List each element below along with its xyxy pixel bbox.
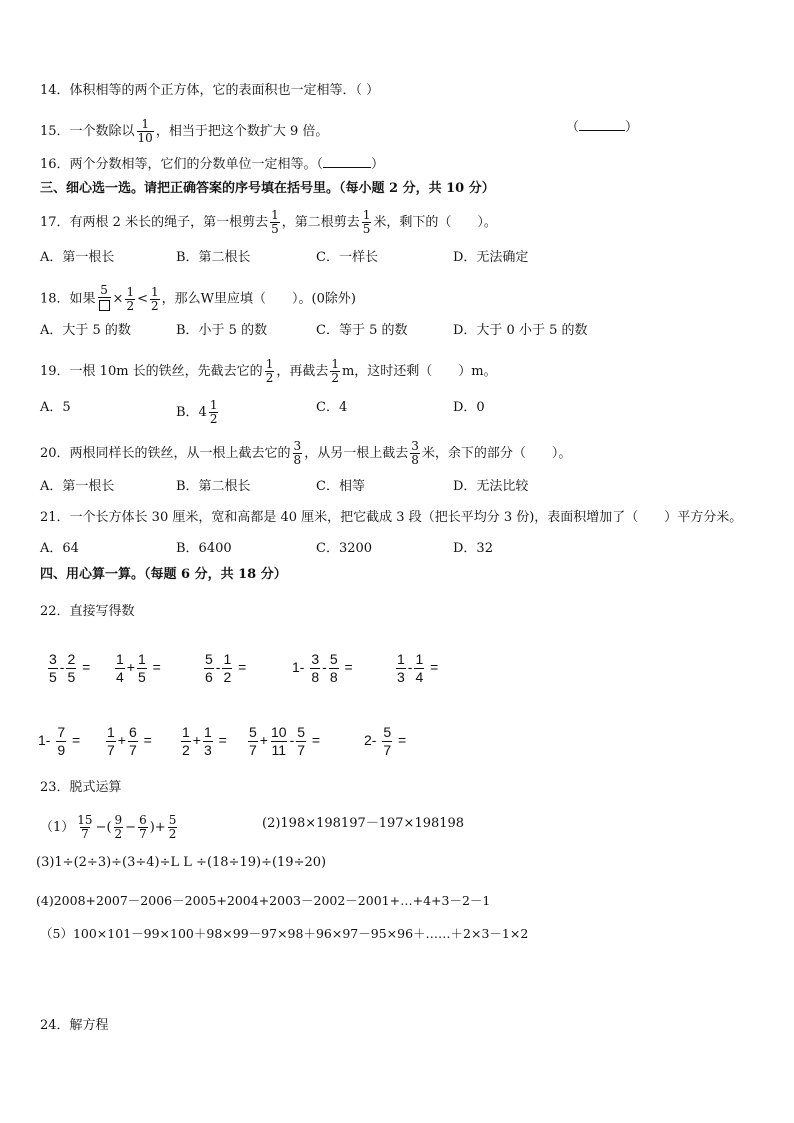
fraction xyxy=(48,651,58,686)
q20-text-a: 20．两根同样长的铁丝，从一根上截去它的 xyxy=(40,446,291,461)
denominator: 7 xyxy=(249,742,257,758)
denominator: 5 xyxy=(137,669,146,685)
fraction xyxy=(296,724,306,759)
numerator: 1 xyxy=(415,651,424,667)
denominator: 5 xyxy=(271,222,279,236)
denominator: 2 xyxy=(182,742,190,758)
fraction xyxy=(410,440,420,467)
numerator: 5 xyxy=(168,813,177,827)
problem-label: （1） xyxy=(40,820,75,835)
calc-item xyxy=(104,724,152,759)
paren-close: ） xyxy=(371,157,385,172)
question-24: 24．解方程 xyxy=(40,1018,109,1033)
box-placeholder xyxy=(99,300,110,311)
calc-item xyxy=(38,724,80,759)
fraction xyxy=(222,651,232,686)
question-23: 23．脱式运算 xyxy=(40,780,122,795)
q19-text-a: 19．一根 10m 长的铁丝，先截去它的 xyxy=(40,364,263,379)
denominator: 7 xyxy=(81,827,89,841)
numerator: 1 xyxy=(107,724,115,740)
numerator: 5 xyxy=(297,724,306,740)
equals-sign: = xyxy=(152,659,161,676)
fraction xyxy=(137,118,154,145)
denominator: 7 xyxy=(383,742,392,758)
fraction xyxy=(56,724,66,759)
times-sign: × xyxy=(112,291,124,307)
q20-text-b: ，从另一根上截去 xyxy=(304,446,409,461)
fraction xyxy=(330,358,340,385)
fraction xyxy=(128,724,138,759)
q16-text: 16．两个分数相等，它们的分数单位一定相等。（ xyxy=(40,157,324,172)
option-a[interactable]: A．64 xyxy=(40,541,79,556)
denominator: 7 xyxy=(128,742,137,758)
numerator: 5 xyxy=(249,724,257,740)
denominator: 8 xyxy=(311,669,320,685)
calc-item xyxy=(46,651,90,686)
denominator: 2 xyxy=(151,298,159,313)
numerator: 6 xyxy=(128,724,137,740)
q18-text-b: ，那么W里应填（ ）。(0除外) xyxy=(161,291,356,307)
q17-text-b: ，第二根剪去 xyxy=(281,215,360,230)
numerator: 1 xyxy=(203,724,212,740)
paren-open: （ xyxy=(566,120,580,135)
denominator: 8 xyxy=(293,453,302,467)
fraction xyxy=(203,724,213,759)
operator: - xyxy=(215,659,221,676)
operator: + xyxy=(192,732,201,749)
q17-text-c: 米，剩下的（ ）。 xyxy=(373,215,497,230)
fraction xyxy=(414,651,424,686)
operator: - xyxy=(289,732,295,749)
operator: + xyxy=(126,659,135,676)
leading-term: 1- xyxy=(292,659,305,676)
denominator: 2 xyxy=(223,669,232,685)
denominator: 7 xyxy=(297,742,306,758)
numerator: 3 xyxy=(49,651,57,667)
q20-text-c: 米，余下的部分（ ）。 xyxy=(421,446,572,461)
fraction xyxy=(168,814,178,841)
numerator: 1 xyxy=(126,284,135,299)
operator: - xyxy=(322,659,327,676)
q18-text-a: 18．如果 xyxy=(40,291,96,307)
denominator: 7 xyxy=(107,742,115,758)
option-b[interactable]: B．第二根长 xyxy=(176,250,251,265)
less-than-sign: < xyxy=(137,291,148,307)
option-b-text: B．4 xyxy=(176,405,207,420)
equals-sign: = xyxy=(311,732,321,749)
denominator: 2 xyxy=(331,371,339,385)
operator: −( xyxy=(95,820,112,835)
denominator: 11 xyxy=(271,742,287,758)
fraction xyxy=(106,724,116,759)
option-c[interactable]: C．一样长 xyxy=(316,250,378,265)
question-18 xyxy=(40,284,356,314)
numerator: 3 xyxy=(293,439,302,453)
numerator: 1 xyxy=(137,651,146,667)
numerator: 5 xyxy=(205,651,213,667)
fraction xyxy=(137,651,147,686)
answer-blank-16[interactable] xyxy=(323,155,371,168)
question-21: 21．一个长方体长 30 厘米，宽和高都是 40 厘米，把它截成 3 段（把长平均分 3 份)，表面积增加了（ ）平方分米。 xyxy=(40,510,743,525)
answer-blank-15[interactable] xyxy=(566,118,638,137)
denominator: 2 xyxy=(114,827,123,841)
denominator: 3 xyxy=(397,669,405,685)
q15-text-pre: 15．一个数除以 xyxy=(40,124,135,139)
option-b[interactable] xyxy=(176,399,220,426)
option-a[interactable]: A．大于 5 的数 xyxy=(40,323,131,338)
option-b[interactable]: B．第二根长 xyxy=(176,479,251,494)
fraction xyxy=(265,358,275,385)
calc-item xyxy=(364,724,406,759)
option-b[interactable]: B．小于 5 的数 xyxy=(176,323,268,338)
fraction xyxy=(114,814,124,841)
denominator: 2 xyxy=(126,298,135,313)
operator: - xyxy=(407,659,413,676)
numerator: 9 xyxy=(114,813,123,827)
equals-sign: = xyxy=(398,732,407,749)
numerator: 1 xyxy=(397,651,405,667)
question-14: 14．体积相等的两个正方体，它的表面积也一定相等．（ ） xyxy=(40,83,380,98)
denominator-box xyxy=(98,297,111,314)
numerator: 1 xyxy=(265,357,274,371)
operator: + xyxy=(259,732,268,749)
problem-4: (4)2008+2007－2006－2005+2004+2003－2002－2001+…+4+3－2－1 xyxy=(36,893,491,908)
operator: − xyxy=(125,820,137,835)
calc-item xyxy=(202,651,246,686)
option-a[interactable]: A．第一根长 xyxy=(40,479,115,494)
fraction xyxy=(362,209,372,236)
numerator: 1 xyxy=(116,651,124,667)
fraction xyxy=(115,651,125,686)
problem-2: (2)198×198197－197×198198 xyxy=(262,816,465,831)
denominator: 2 xyxy=(168,827,177,841)
denominator: 10 xyxy=(137,131,153,145)
paren-close: ） xyxy=(625,120,639,135)
operator: )+ xyxy=(149,820,166,835)
section-3-heading: 三、细心选一选。请把正确答案的序号填在括号里。（每小题 2 分，共 10 分） xyxy=(40,181,495,196)
denominator: 4 xyxy=(116,669,124,685)
question-15 xyxy=(40,118,328,145)
fraction xyxy=(329,651,339,686)
fraction xyxy=(270,209,280,236)
numerator: 1 xyxy=(209,398,218,412)
option-d[interactable]: D．大于 0 小于 5 的数 xyxy=(453,323,588,338)
q19-text-c: m，这时还剩（ ）m。 xyxy=(341,364,497,379)
fraction xyxy=(382,724,392,759)
denominator: 6 xyxy=(205,669,213,685)
fraction xyxy=(138,814,148,841)
option-d[interactable]: D．32 xyxy=(453,541,493,556)
fraction xyxy=(248,724,258,759)
option-d[interactable]: D．无法比较 xyxy=(453,479,529,494)
equals-sign: = xyxy=(82,659,91,676)
question-19 xyxy=(40,358,497,385)
problem-3: (3)1÷(2÷3)÷(3÷4)÷L L ÷(18÷19)÷(19÷20) xyxy=(36,855,327,870)
question-20 xyxy=(40,440,571,467)
question-17 xyxy=(40,209,497,236)
numerator: 2 xyxy=(67,651,76,667)
numerator: 6 xyxy=(139,813,147,827)
fraction xyxy=(310,651,320,686)
calc-item xyxy=(394,651,438,686)
equals-sign: = xyxy=(218,732,227,749)
numerator: 5 xyxy=(329,651,338,667)
fraction xyxy=(209,399,219,426)
fraction xyxy=(125,286,135,313)
calc-item xyxy=(292,651,353,686)
calc-item xyxy=(179,724,227,759)
question-22: 22．直接写得数 xyxy=(40,604,135,619)
blank-line xyxy=(579,118,625,131)
operator: - xyxy=(59,659,65,676)
numerator: 1 xyxy=(331,357,339,371)
fraction xyxy=(396,651,406,686)
numerator: 1 xyxy=(182,724,190,740)
fraction xyxy=(293,440,303,467)
fraction xyxy=(98,284,111,314)
denominator: 8 xyxy=(411,453,419,467)
denominator: 3 xyxy=(203,742,212,758)
denominator: 5 xyxy=(362,222,371,236)
operator: + xyxy=(117,732,126,749)
numerator: 1 xyxy=(151,284,159,299)
denominator: 4 xyxy=(415,669,424,685)
numerator: 1 xyxy=(141,117,149,131)
option-c[interactable]: C．等于 5 的数 xyxy=(316,323,408,338)
denominator: 2 xyxy=(265,371,274,385)
equals-sign: = xyxy=(72,732,81,749)
equals-sign: = xyxy=(344,659,353,676)
numerator: 10 xyxy=(270,724,287,740)
denominator: 5 xyxy=(49,669,57,685)
q17-text-a: 17．有两根 2 米长的绳子，第一根剪去 xyxy=(40,215,269,230)
q19-text-b: ，再截去 xyxy=(276,364,329,379)
denominator: 5 xyxy=(67,669,76,685)
equals-sign: = xyxy=(143,732,152,749)
leading-term: 1- xyxy=(38,732,51,749)
problem-1 xyxy=(40,814,179,841)
numerator: 1 xyxy=(271,208,279,222)
section-4-heading: 四、用心算一算。（每题 6 分，共 18 分） xyxy=(40,567,287,582)
fraction xyxy=(270,724,288,759)
numerator: 1 xyxy=(223,651,232,667)
fraction xyxy=(204,651,214,686)
option-d[interactable]: D．0 xyxy=(453,400,485,415)
numerator: 3 xyxy=(411,439,419,453)
leading-term: 2- xyxy=(364,732,377,749)
question-16 xyxy=(40,155,384,174)
option-a[interactable]: A．5 xyxy=(40,400,71,415)
fraction xyxy=(181,724,191,759)
fraction xyxy=(66,651,76,686)
fraction xyxy=(76,814,93,841)
numerator: 7 xyxy=(57,724,66,740)
problem-5: （5）100×101－99×100＋98×99－97×98＋96×97－95×96＋……＋2×3－1×2 xyxy=(40,926,529,941)
option-d[interactable]: D．无法确定 xyxy=(453,250,529,265)
denominator: 8 xyxy=(329,669,338,685)
option-b[interactable]: B．6400 xyxy=(176,541,232,556)
option-c[interactable]: C．3200 xyxy=(316,541,373,556)
numerator: 5 xyxy=(100,283,108,297)
numerator: 1 xyxy=(362,208,371,222)
numerator: 5 xyxy=(383,724,392,740)
equals-sign: = xyxy=(238,659,247,676)
numerator: 15 xyxy=(77,813,93,827)
denominator: 2 xyxy=(209,412,218,426)
calc-item xyxy=(246,724,320,759)
denominator: 9 xyxy=(57,742,66,758)
numerator: 3 xyxy=(311,651,320,667)
q15-text-post: ，相当于把这个数扩大 9 倍。 xyxy=(155,124,329,139)
denominator: 7 xyxy=(139,827,147,841)
option-c[interactable]: C．相等 xyxy=(316,479,365,494)
option-c[interactable]: C．4 xyxy=(316,400,348,415)
fraction xyxy=(150,286,160,313)
equals-sign: = xyxy=(430,659,439,676)
calc-item xyxy=(113,651,161,686)
option-a[interactable]: A．第一根长 xyxy=(40,250,115,265)
